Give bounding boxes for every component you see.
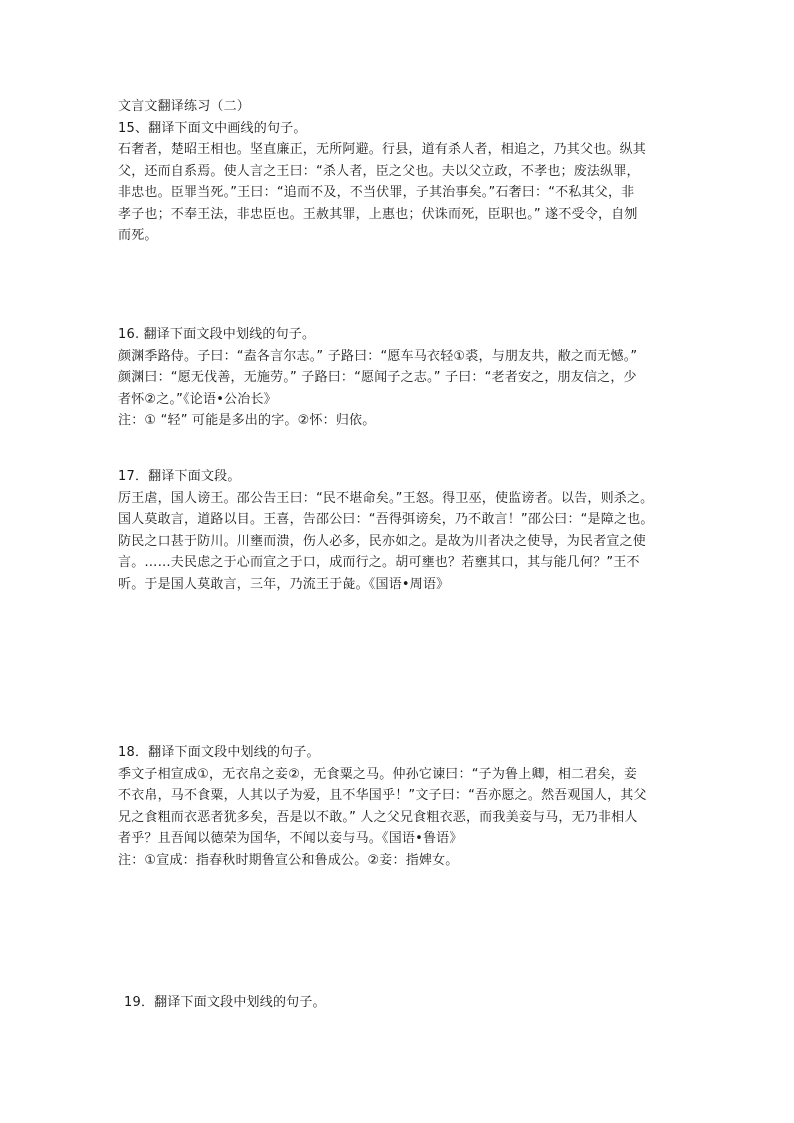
question-19-heading: 19．翻译下面文段中划线的句子。 — [124, 995, 326, 1010]
document-title: 文言文翻译练习（二） — [118, 99, 251, 114]
passage-line: 石奢者，楚昭王相也。坚直廉正，无所阿避。行县，道有杀人者，相追之，乃其父也。纵其 — [118, 142, 647, 157]
passage-line: 颜渊曰：“愿无伐善，无施劳。” 子路曰：“愿闻子之志。” 子曰：“老者安之，朋友信之，少 — [118, 370, 637, 385]
passage-line: 非忠也。臣罪当死。”王曰：“追而不及，不当伏罪，子其治事矣。”石奢曰：“不私其父，非 — [118, 185, 635, 200]
question-18-heading: 18．翻译下面文段中划线的句子。 — [118, 745, 320, 760]
exercise-section-15 — [118, 96, 678, 247]
passage-line: 兄之食粗而衣恶者犹多矣，吾是以不敢。” 人之父兄食粗衣恶，而我美妾与马，无乃非相人 — [118, 809, 638, 825]
passage-line: 听。于是国人莫敢言，三年，乃流王于彘。《国语•周语》 — [118, 576, 450, 592]
passage-line: 季文子相宣成①，无衣帛之妾②，无食粟之马。仲孙它谏曰：“子为鲁上卿，相二君矣，妾 — [118, 766, 638, 782]
exercise-section-18 — [118, 742, 678, 871]
footnote-line: 注：① “轻” 可能是多出的字。②怀：归依。 — [118, 413, 376, 428]
passage-line: 防民之口甚于防川。川壅而溃，伤人必多，民亦如之。是故为川者决之使导，为民者宣之使 — [118, 533, 647, 549]
question-16-heading: 16. 翻译下面文段中划线的句子。 — [118, 327, 316, 342]
exercise-section-17 — [118, 466, 678, 595]
passage-line: 颜渊季路侍。子曰：“盍各言尔志。” 子路曰：“愿车马衣轻①裘，与朋友共，敝之而无憾。” — [118, 348, 638, 364]
passage-line: 言。……夫民虑之于心而宣之于口，成而行之。胡可壅也？若壅其口，其与能几何？”王不 — [118, 555, 640, 570]
passage-line: 不衣帛，马不食粟，人其以子为爱，且不华国乎！”文子曰：“吾亦愿之。然吾观国人，其父 — [118, 788, 647, 803]
passage-line: 父，还而自系焉。使人言之王曰：“杀人者，臣之父也。夫以父立政，不孝也；废法纵罪， — [118, 163, 640, 179]
passage-line: 孝子也；不奉王法，非忠臣也。王赦其罪，上惠也；伏诛而死，臣职也。” 遂不受令，自刎 — [118, 206, 638, 222]
passage-line: 者乎？且吾闻以德荣为国华，不闻以妾与马。《国语•鲁语》 — [118, 831, 463, 846]
exercise-section-16 — [118, 324, 678, 432]
passage-line: 者怀②之。”《论语•公冶长》 — [118, 391, 277, 407]
footnote-line: 注：①宣成：指春秋时期鲁宣公和鲁成公。②妾：指婢女。 — [118, 852, 459, 868]
passage-line: 而死。 — [118, 228, 158, 243]
exercise-section-19 — [124, 992, 684, 1014]
passage-line: 国人莫敢言，道路以目。王喜，告邵公曰：“吾得弭谤矣，乃不敢言！”邵公曰：“是障之也。 — [118, 512, 654, 527]
question-15-heading: 15、翻译下面文中画线的句子。 — [118, 120, 307, 136]
passage-line: 厉王虐，国人谤王。邵公告王曰：“民不堪命矣。”王怒。得卫巫，使监谤者。以告，则杀之。 — [118, 490, 654, 506]
question-17-heading: 17．翻译下面文段。 — [118, 469, 241, 484]
